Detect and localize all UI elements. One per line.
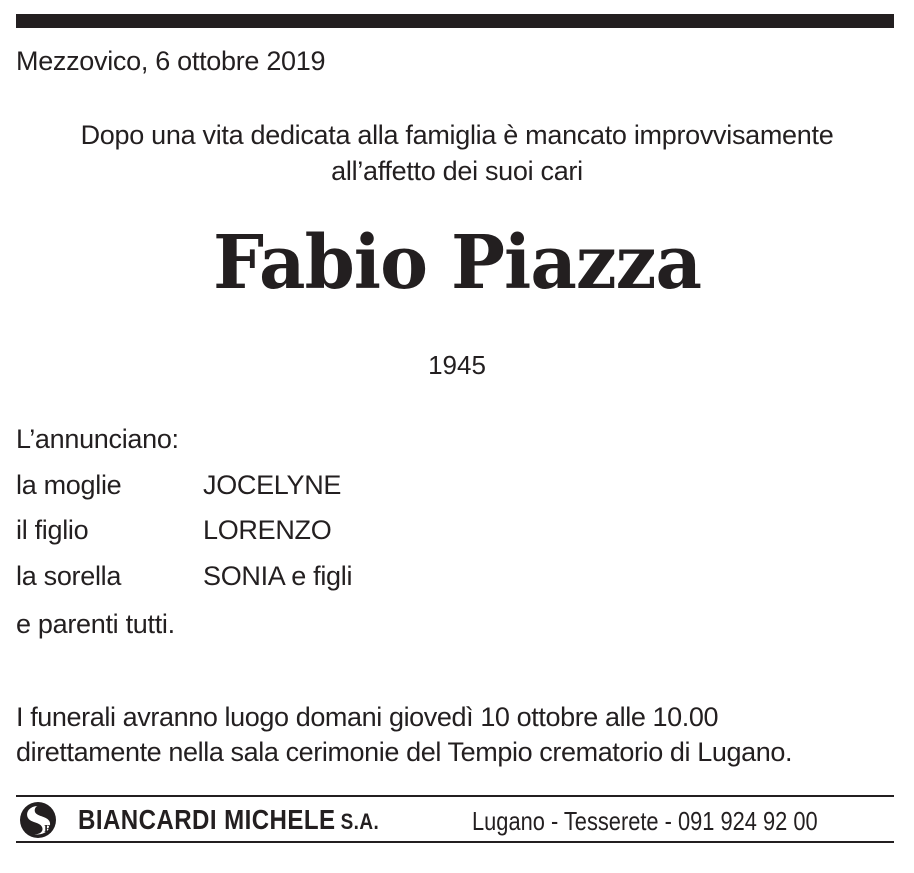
other-relatives: e parenti tutti.	[16, 609, 175, 639]
logo-mark-icon	[20, 802, 56, 838]
svg-text:B: B	[44, 825, 52, 835]
company-name-text: BIANCARDI MICHELE	[78, 804, 336, 835]
top-rule	[16, 14, 894, 28]
funeral-line-1: I funerali avranno luogo domani giovedì 10 ottobre alle 10.00	[16, 702, 719, 732]
intro-line-2: all’affetto dei suoi cari	[331, 156, 583, 186]
footer-top-rule	[16, 795, 894, 797]
company-location-phone: Lugano - Tesserete - 091 924 92 00	[472, 806, 818, 836]
relative-row	[16, 515, 331, 546]
relative-row	[16, 470, 341, 501]
relative-row	[16, 561, 352, 592]
funeral-line-2: direttamente nella sala cerimonie del Tempio crematorio di Lugano.	[16, 737, 793, 767]
place-date: Mezzovico, 6 ottobre 2019	[16, 46, 326, 76]
relative-relation: il figlio	[16, 515, 89, 545]
announcement-heading: L’annunciano:	[16, 424, 179, 454]
footer-bottom-rule	[16, 841, 894, 843]
biancardi-logo-icon	[20, 802, 56, 838]
deceased-name: Fabio Piazza	[212, 220, 702, 306]
relative-name: LORENZO	[203, 515, 332, 545]
relative-name: SONIA e figli	[203, 561, 353, 591]
company-suffix: S.A.	[340, 809, 380, 834]
company-name	[78, 804, 379, 836]
intro-line-1: Dopo una vita dedicata alla famiglia è mancato improvvisamente	[80, 120, 834, 150]
relative-name: JOCELYNE	[203, 470, 342, 500]
birth-year: 1945	[428, 350, 486, 380]
relative-relation: la sorella	[16, 561, 122, 591]
relative-relation: la moglie	[16, 470, 122, 500]
